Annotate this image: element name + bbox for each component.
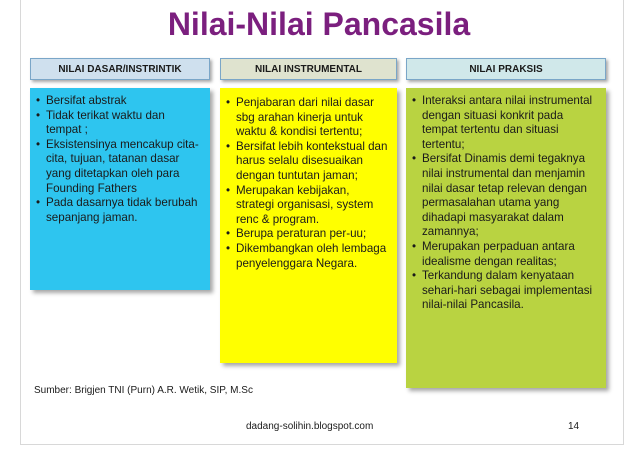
list-item-text: Bersifat lebih kontekstual dan harus selalu disesuaikan dengan tuntutan jaman; [236, 139, 388, 182]
list-item [36, 94, 202, 109]
list-item [412, 240, 598, 269]
bullet-icon: • [36, 196, 41, 210]
list-item [226, 227, 389, 242]
source-citation: Sumber: Brigjen TNI (Purn) A.R. Wetik, SIP, M.Sc [34, 385, 253, 396]
column-box-nilai-dasar [30, 88, 210, 290]
column-header-nilai-instrumental: NILAI INSTRUMENTAL [220, 58, 397, 80]
list-item-text: Tidak terikat waktu dan tempat ; [46, 108, 165, 137]
bullet-icon: • [36, 137, 41, 151]
list-item-text: Interaksi antara nilai instrumental dengan situasi konkrit pada tempat tertentu dan situasi tertentu; [422, 94, 593, 151]
bullet-icon: • [36, 108, 41, 122]
list-item [412, 94, 598, 152]
bullet-list [36, 94, 202, 225]
column-box-nilai-praksis [406, 88, 606, 388]
list-item [226, 140, 389, 184]
bullet-icon: • [226, 139, 231, 153]
column-header-nilai-praksis: NILAI PRAKSIS [406, 58, 606, 80]
list-item-text: Merupakan perpaduan antara idealisme dengan realitas; [422, 239, 575, 268]
bullet-icon: • [412, 152, 417, 166]
page-number: 14 [568, 421, 580, 432]
list-item [412, 152, 598, 240]
slide-title: Nilai-Nilai Pancasila [167, 6, 471, 42]
list-item-text: Bersifat Dinamis demi tegaknya nilai instrumental dan menjamin nilai dasar tetap relevan dengan permasalahan utama yang dihadapi masyarakat dalam zamannya; [422, 152, 588, 239]
column-header-nilai-dasar: NILAI DASAR/INSTRINTIK [30, 58, 210, 80]
list-item-text: Merupakan kebijakan, strategi organisasi, system renc & program. [236, 183, 374, 226]
bullet-icon: • [226, 96, 231, 109]
list-item [226, 96, 389, 140]
list-item-text: Bersifat abstrak [46, 94, 127, 107]
list-item-text: Penjabaran dari nilai dasar sbg arahan kinerja untuk waktu & kondisi tertentu; [236, 96, 374, 139]
list-item-text: Terkandung dalam kenyataan sehari-hari sebagai implementasi nilai-nilai Pancasila. [422, 269, 593, 312]
list-item-text: Eksistensinya mencakup cita-cita, tujuan, tatanan dasar yang ditetapkan oleh para Founding Fathers [46, 137, 199, 195]
bullet-list [412, 94, 598, 313]
list-item [36, 138, 202, 196]
bullet-icon: • [412, 94, 417, 107]
list-item-text: Pada dasarnya tidak berubah sepanjang jaman. [46, 196, 198, 224]
list-item-text: Dikembangkan oleh lembaga penyelenggara Negara. [236, 241, 387, 270]
bullet-icon: • [226, 183, 231, 197]
bullet-icon: • [412, 239, 417, 253]
bullet-icon: • [36, 94, 41, 107]
bullet-icon: • [226, 241, 231, 255]
list-item [36, 109, 202, 138]
bullet-icon: • [412, 269, 417, 283]
list-item [226, 242, 389, 271]
list-item [36, 196, 202, 225]
footer-url: dadang-solihin.blogspot.com [246, 421, 374, 432]
column-box-nilai-instrumental [220, 88, 397, 363]
list-item [412, 269, 598, 313]
list-item [226, 184, 389, 228]
bullet-list [226, 96, 389, 271]
bullet-icon: • [226, 227, 231, 241]
list-item-text: Berupa peraturan per-uu; [236, 227, 367, 241]
